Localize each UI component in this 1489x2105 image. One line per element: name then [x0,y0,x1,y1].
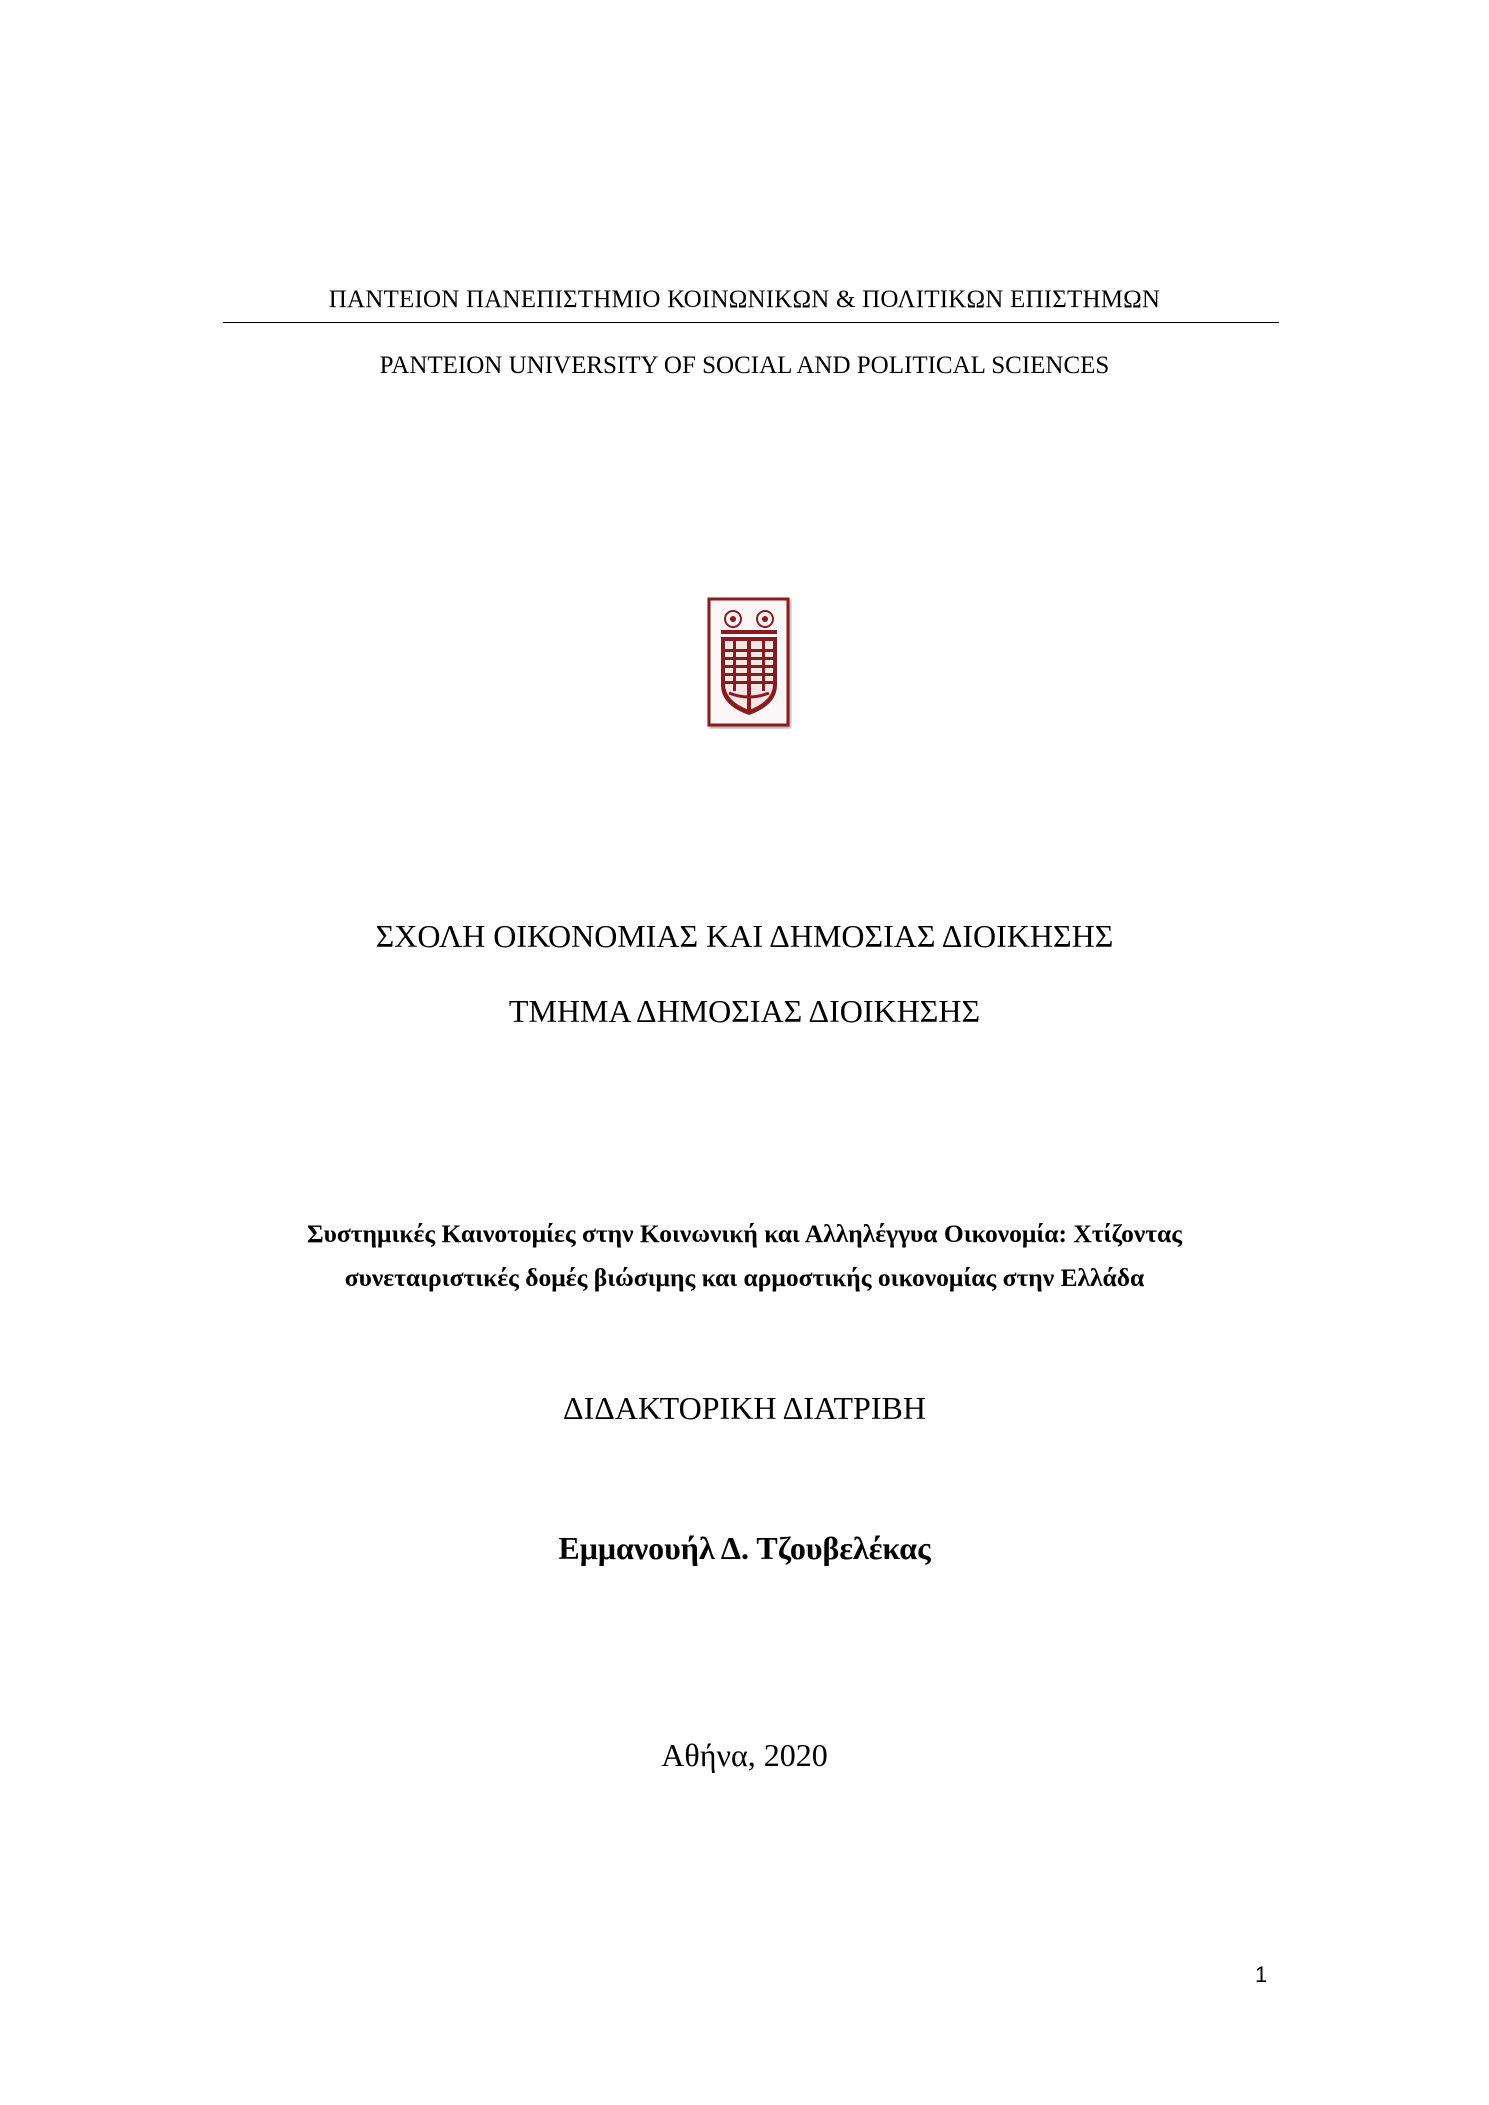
header-divider [223,322,1279,323]
thesis-title-line-1: Συστημικές Καινοτομίες στην Κοινωνική και Αλληλέγγυα Οικονομία: Χτίζοντας [306,1219,1183,1248]
page-number: 1 [1255,1962,1268,1987]
document-type: ΔΙΔΑΚΤΟΡΙΚΗ ΔΙΑΤΡΙΒΗ [563,1390,926,1426]
university-name-greek: ΠΑΝΤΕΙΟΝ ΠΑΝΕΠΙΣΤΗΜΙΟ ΚΟΙΝΩΝΙΚΩΝ & ΠΟΛΙΤΙΚΩΝ ΕΠΙΣΤΗΜΩΝ [328,286,1161,313]
university-name-english: PANTEION UNIVERSITY OF SOCIAL AND POLITICAL SCIENCES [379,352,1110,379]
place-and-date: Αθήνα, 2020 [661,1737,828,1773]
thesis-title-line-2: συνεταιριστικές δομές βιώσιμης και αρμοστικής οικονομίας στην Ελλάδα [344,1263,1145,1292]
author-name: Εμμανουήλ Δ. Τζουβελέκας [558,1530,931,1566]
department-name: ΤΜΗΜΑ ΔΗΜΟΣΙΑΣ ΔΙΟΙΚΗΣΗΣ [508,993,981,1029]
university-crest-icon [707,597,792,729]
school-name: ΣΧΟΛΗ ΟΙΚΟΝΟΜΙΑΣ ΚΑΙ ΔΗΜΟΣΙΑΣ ΔΙΟΙΚΗΣΗΣ [375,918,1114,954]
